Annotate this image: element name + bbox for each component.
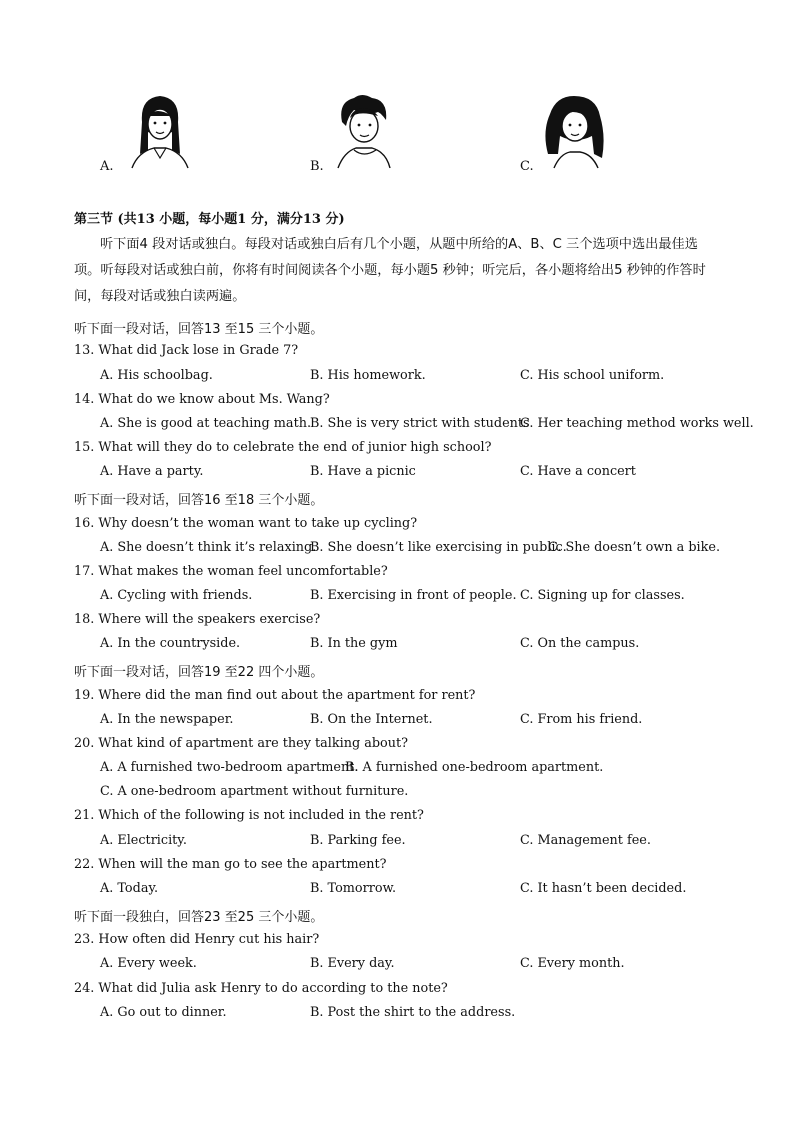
question-22: 22. When will the man go to see the apartment?	[74, 857, 387, 872]
question-15: 15. What will they do to celebrate the end of junior high school?	[74, 440, 492, 455]
q21-option-a[interactable]: A. Electricity.	[100, 833, 187, 848]
option-letter: A.	[100, 159, 114, 174]
q13-option-b[interactable]: B. His homework.	[310, 368, 426, 383]
q16-option-c[interactable]: C. She doesn’t own a bike.	[548, 540, 721, 555]
q23-option-c[interactable]: C. Every month.	[520, 956, 625, 971]
q19-option-a[interactable]: A. In the newspaper.	[100, 712, 234, 727]
question-18: 18. Where will the speakers exercise?	[74, 612, 321, 627]
section-instructions: 听下面4 段对话或独白。每段对话或独白后有几个小题，从题中所给的A、B、C 三个选项中选出最佳选项。听每段对话或独白前，你将有时间阅读各个小题，每小题5 秒钟；听完后，各小题将给出5 秒钟的作答时间，每段对话或独白读两遍。	[74, 237, 706, 304]
q24-option-a[interactable]: A. Go out to dinner.	[100, 1005, 227, 1020]
option-letter: C.	[520, 159, 534, 174]
q14-option-c[interactable]: C. Her teaching method works well.	[520, 416, 754, 431]
q23-option-a[interactable]: A. Every week.	[100, 956, 197, 971]
q20-option-a[interactable]: A. A furnished two-bedroom apartment.	[100, 760, 359, 775]
q13-option-c[interactable]: C. His school uniform.	[520, 368, 665, 383]
question-20: 20. What kind of apartment are they talking about?	[74, 736, 409, 751]
question-23: 23. How often did Henry cut his hair?	[74, 932, 320, 947]
question-13: 13. What did Jack lose in Grade 7?	[74, 343, 299, 358]
picture-option-a[interactable]	[100, 92, 200, 182]
q14-option-b[interactable]: B. She is very strict with students	[310, 416, 530, 431]
q17-option-b[interactable]: B. Exercising in front of people.	[310, 588, 517, 603]
q23-option-b[interactable]: B. Every day.	[310, 956, 395, 971]
q16-option-a[interactable]: A. She doesn’t think it’s relaxing.	[100, 540, 317, 555]
question-21: 21. Which of the following is not included in the rent?	[74, 808, 424, 823]
woman-long-curly-hair-icon	[540, 92, 610, 170]
q22-option-b[interactable]: B. Tomorrow.	[310, 881, 397, 896]
question-24: 24. What did Julia ask Henry to do according to the note?	[74, 981, 448, 996]
question-17: 17. What makes the woman feel uncomfortable?	[74, 564, 388, 579]
q18-option-c[interactable]: C. On the campus.	[520, 636, 640, 651]
picture-options	[0, 92, 794, 182]
q14-option-a[interactable]: A. She is good at teaching math.	[100, 416, 312, 431]
option-letter: B.	[310, 159, 324, 174]
section-title: 第三节 (共13 小题，每小题1 分，满分13 分)	[74, 212, 345, 227]
q15-option-c[interactable]: C. Have a concert	[520, 464, 636, 479]
q19-option-c[interactable]: C. From his friend.	[520, 712, 643, 727]
q21-option-b[interactable]: B. Parking fee.	[310, 833, 406, 848]
question-16: 16. Why doesn’t the woman want to take up cycling?	[74, 516, 418, 531]
group-heading: 听下面一段对话，回答19 至22 四个小题。	[74, 665, 324, 680]
group-heading: 听下面一段对话，回答16 至18 三个小题。	[74, 493, 324, 508]
q16-option-b[interactable]: B. She doesn’t like exercising in public.	[310, 540, 567, 555]
picture-option-c[interactable]	[520, 92, 620, 182]
q24-option-b[interactable]: B. Post the shirt to the address.	[310, 1005, 516, 1020]
question-19: 19. Where did the man find out about the apartment for rent?	[74, 688, 476, 703]
q17-option-c[interactable]: C. Signing up for classes.	[520, 588, 685, 603]
q18-option-a[interactable]: A. In the countryside.	[100, 636, 241, 651]
q22-option-c[interactable]: C. It hasn’t been decided.	[520, 881, 687, 896]
group-heading: 听下面一段对话，回答13 至15 三个小题。	[74, 322, 324, 337]
q21-option-c[interactable]: C. Management fee.	[520, 833, 651, 848]
q17-option-a[interactable]: A. Cycling with friends.	[100, 588, 253, 603]
picture-option-b[interactable]	[310, 92, 410, 182]
q13-option-a[interactable]: A. His schoolbag.	[100, 368, 213, 383]
q22-option-a[interactable]: A. Today.	[100, 881, 159, 896]
q15-option-a[interactable]: A. Have a party.	[100, 464, 204, 479]
woman-straight-hair-icon	[128, 92, 192, 170]
woman-short-curly-hair-icon	[332, 92, 396, 170]
q20-option-b[interactable]: B. A furnished one-bedroom apartment.	[345, 760, 604, 775]
q20-option-c[interactable]: C. A one-bedroom apartment without furniture.	[100, 784, 409, 799]
question-14: 14. What do we know about Ms. Wang?	[74, 392, 330, 407]
group-heading: 听下面一段独白，回答23 至25 三个小题。	[74, 910, 324, 925]
q15-option-b[interactable]: B. Have a picnic	[310, 464, 416, 479]
q19-option-b[interactable]: B. On the Internet.	[310, 712, 433, 727]
q18-option-b[interactable]: B. In the gym	[310, 636, 398, 651]
